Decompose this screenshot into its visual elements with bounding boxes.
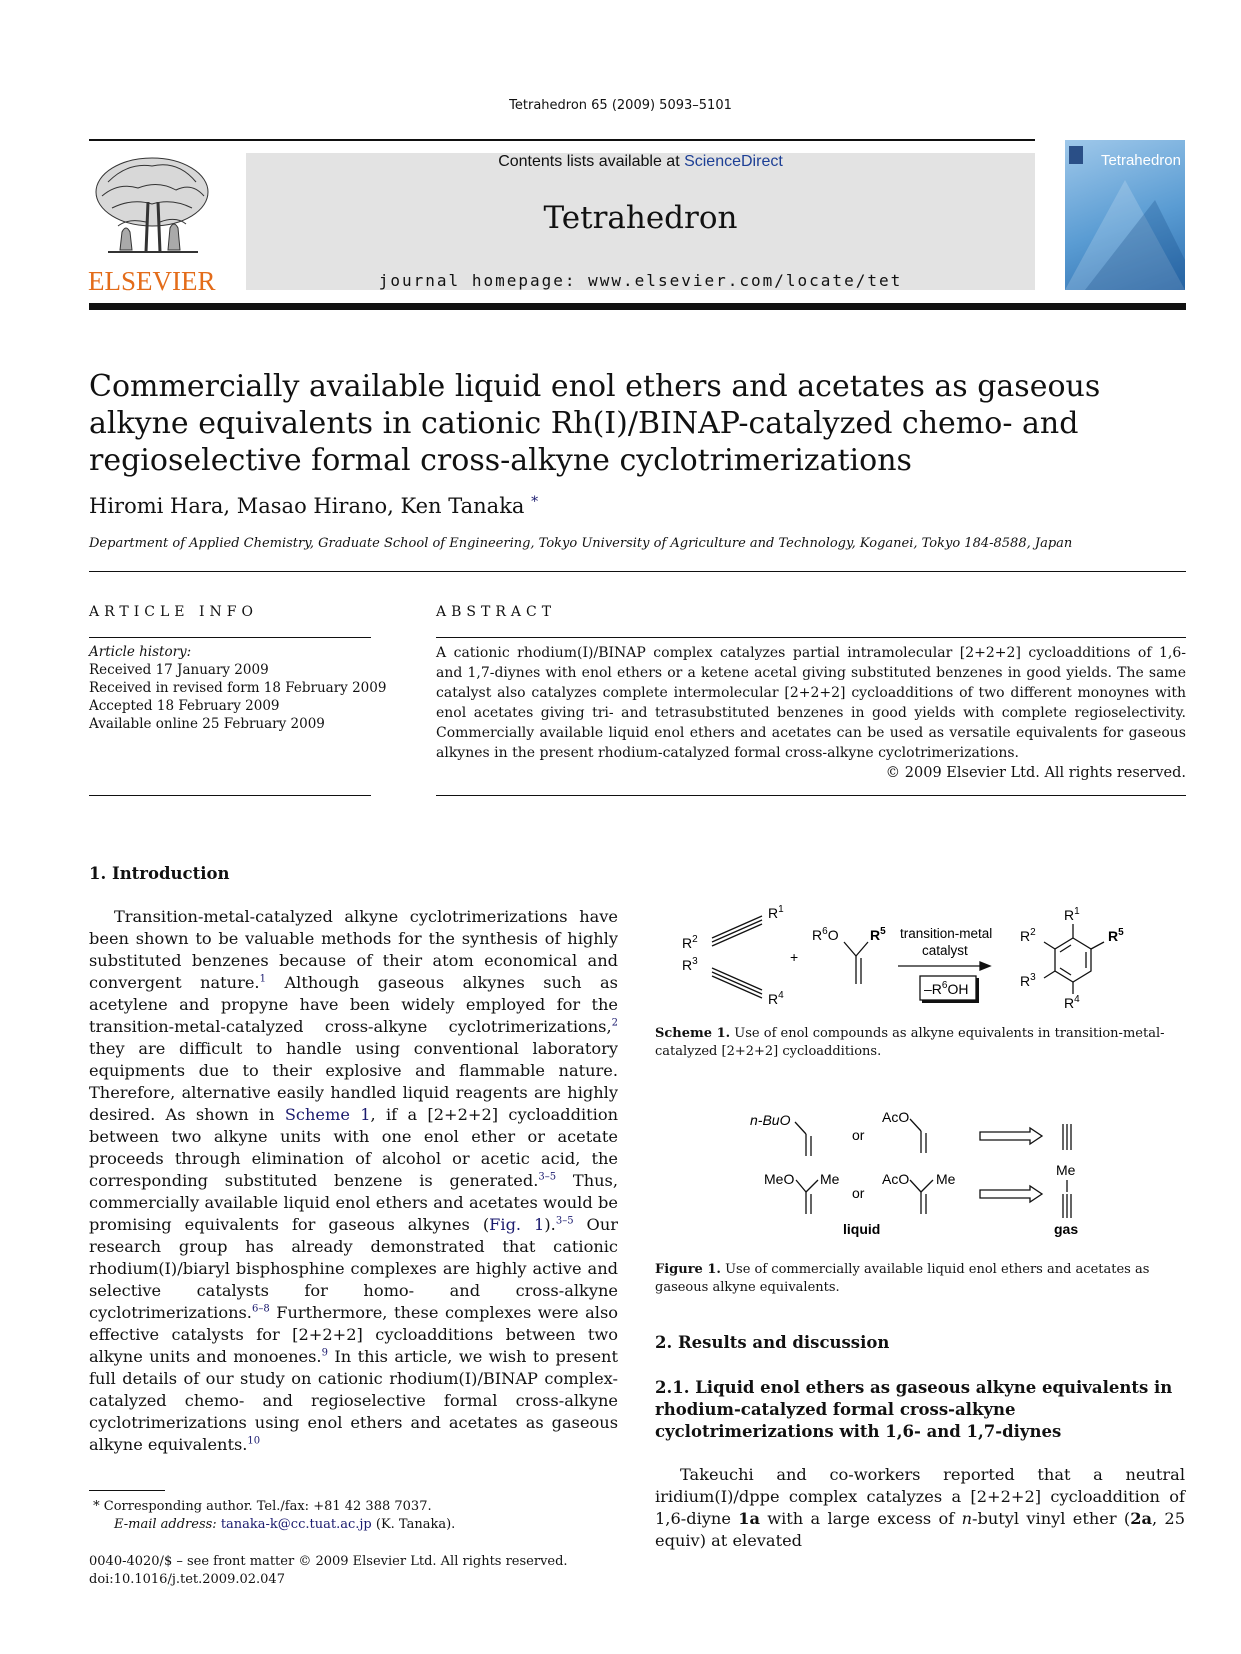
intro-text-span: Our research group has already demonstrated that cationic rhodium(I)/biaryl bisphosphine complexes are highly active and selective catalysts for homo- and cross-alkyne cyclotrimerizations. (89, 1215, 618, 1322)
figure-caption-label: Figure 1. (655, 1262, 721, 1277)
isopropenyl-acetate-bonds (910, 1180, 933, 1214)
header-bottom-rule (89, 303, 1186, 310)
results-text-span: -butyl vinyl ether ( (972, 1509, 1131, 1528)
scheme-caption-label: Scheme 1. (655, 1026, 731, 1041)
label-nbuo: n-BuO (750, 1112, 791, 1128)
history-label: Article history: (89, 644, 192, 660)
compound-label: 1a (738, 1509, 760, 1528)
acetylene-symbol (1063, 1124, 1071, 1150)
footnote-email-line (89, 1516, 455, 1534)
scheme-1-diagram (650, 898, 1185, 1018)
figure-1-link[interactable]: Fig. 1 (489, 1215, 545, 1234)
history-accepted: Accepted 18 February 2009 (89, 698, 280, 714)
contents-prefix: Contents lists available at (498, 153, 685, 170)
results-text-italic: n (961, 1509, 973, 1528)
or-label-2: or (852, 1185, 865, 1201)
alkyne-1 (712, 916, 762, 946)
vinyl-acetate-bonds (910, 1119, 926, 1153)
footnote-rule (89, 1490, 165, 1491)
results-text-span: Takeuchi and co-workers reported that a neutral iridium(I)/dppe complex catalyzes a [2+2+2] cycloaddition of 1,6-diyne (655, 1465, 1185, 1528)
label-me-2: Me (936, 1171, 956, 1187)
scheme-caption-text: Use of enol compounds as alkyne equivalents in transition-metal-catalyzed [2+2+2] cycloadditions. (655, 1026, 1165, 1059)
arrow-label-2: catalyst (922, 943, 968, 958)
label-r1: $R^1$ (768, 904, 784, 921)
figure-1-diagram (740, 1100, 1120, 1250)
article-history (89, 643, 386, 733)
alkyne-2 (712, 968, 762, 998)
header-top-rule (89, 139, 1035, 141)
reference-link[interactable]: 9 (321, 1347, 328, 1359)
arrow-label-1: transition-metal (900, 926, 993, 941)
sciencedirect-link[interactable]: ScienceDirect (684, 153, 783, 170)
or-label-1: or (852, 1127, 865, 1143)
scheme-1-caption (655, 1025, 1185, 1061)
corresponding-author-footnote (89, 1498, 455, 1534)
results-heading: 2. Results and discussion (655, 1333, 890, 1352)
info-bottom-rule (89, 795, 371, 796)
intro-text-span: Furthermore, these complexes were also effective catalysts for [2+2+2] cycloadditions between two alkyne units and monoenes. (89, 1303, 618, 1366)
introduction-paragraph (89, 906, 618, 1456)
equivalence-arrow-1 (980, 1128, 1042, 1144)
journal-name: Tetrahedron (543, 200, 738, 236)
label-r3: $R^3$ (682, 956, 698, 973)
label-r6o: $R^6O$ (812, 926, 839, 943)
label-aco-1: AcO (882, 1109, 910, 1125)
gas-label: gas (1054, 1221, 1079, 1237)
journal-homepage[interactable]: journal homepage: www.elsevier.com/locate/tet (378, 271, 903, 290)
label-meo: MeO (764, 1171, 795, 1187)
plus-sign: + (790, 949, 799, 965)
compound-label: 2a (1130, 1509, 1152, 1528)
results-paragraph (655, 1464, 1185, 1552)
article-title: Commercially available liquid enol ethers and acetates as gaseous alkyne equivalents in cationic Rh(I)/BINAP-catalyzed chemo- and regioselective formal cross-alkyne cyclotrimerizations (89, 369, 1101, 478)
author-affiliation: Department of Applied Chemistry, Graduate School of Engineering, Tokyo University of Agriculture and Technology, Koganei, Tokyo 184-8588, Japan (89, 536, 1073, 551)
vinyl-ether-bonds (795, 1122, 811, 1156)
article-info-heading: ARTICLE INFO (89, 604, 258, 620)
reference-link[interactable]: 10 (247, 1435, 261, 1447)
author-list (89, 494, 538, 518)
abstract-copyright: © 2009 Elsevier Ltd. All rights reserved. (885, 765, 1186, 781)
email-suffix: (K. Tanaka). (371, 1517, 456, 1532)
reference-link[interactable]: 2 (611, 1017, 618, 1029)
front-matter-line: 0040-4020/$ – see front matter © 2009 Elsevier Ltd. All rights reserved. (89, 1554, 568, 1569)
methoxypropene-bonds (796, 1180, 818, 1214)
footnote-mark: * (93, 1499, 100, 1514)
journal-cover-thumbnail[interactable] (1065, 140, 1185, 290)
label-r1-product: $R^1$ (1064, 906, 1080, 923)
footnote-line (89, 1498, 455, 1516)
results-text-span: with a large excess of (759, 1509, 962, 1528)
scheme-1-link[interactable]: Scheme 1 (284, 1105, 371, 1124)
intro-text-span: they are difficult to handle using conventional laboratory equipments due to their explosive and flammable nature. Therefore, alternative easily handled liquid reagents are highly desired. As shown in (89, 1039, 618, 1124)
author-names: Hiromi Hara, Masao Hirano, Ken Tanaka (89, 494, 525, 518)
reference-link[interactable]: 1 (259, 973, 266, 985)
propyne-symbol (1063, 1180, 1071, 1218)
cover-title: Tetrahedron (1100, 152, 1181, 169)
figure-1-caption (655, 1261, 1185, 1297)
author-email-link[interactable]: tanaka-k@cc.tuat.ac.jp (220, 1517, 372, 1532)
elsevier-wordmark[interactable]: ELSEVIER (88, 266, 216, 296)
label-me-1: Me (820, 1171, 840, 1187)
label-aco-2: AcO (882, 1171, 910, 1187)
label-r2-product: $R^2$ (1020, 927, 1036, 944)
introduction-body (89, 906, 618, 1456)
reference-link[interactable]: 6–8 (251, 1303, 270, 1315)
reference-link[interactable]: 3–5 (555, 1215, 574, 1227)
results-subheading: 2.1. Liquid enol ethers as gaseous alkyne equivalents in rhodium-catalyzed formal cross-alkyne cyclotrimerizations with 1,6- and 1,7-diynes (655, 1378, 1173, 1441)
journal-banner (246, 153, 1035, 290)
intro-text-span: , if a [2+2+2] cycloaddition between two alkyne units with one enol ether or acetate proceeds through elimination of alcohol or acetic acid, the corresponding substituted benzene is generated. (89, 1105, 618, 1190)
benzene-ring (1044, 924, 1104, 994)
results-text-span: , 25 equiv) at elevated (655, 1509, 1186, 1550)
journal-citation: Tetrahedron 65 (2009) 5093–5101 (509, 98, 732, 113)
byproduct-label: $-R^6OH$ (924, 980, 969, 997)
label-r2: $R^2$ (682, 934, 698, 951)
history-revised: Received in revised form 18 February 2009 (89, 680, 387, 696)
enol-bonds (844, 942, 868, 984)
footnote-corresponding: Corresponding author. Tel./fax: +81 42 388 7037. (99, 1499, 432, 1514)
doi-link[interactable]: doi:10.1016/j.tet.2009.02.047 (89, 1572, 285, 1587)
figure-caption-text: Use of commercially available liquid enol ethers and acetates as gaseous alkyne equivalents. (655, 1262, 1150, 1295)
contents-line (246, 153, 1035, 171)
label-me-propyne: Me (1056, 1162, 1076, 1178)
results-body (655, 1464, 1185, 1552)
label-r5-enol: $R^5$ (870, 926, 886, 943)
label-r3-product: $R^3$ (1020, 972, 1036, 989)
introduction-heading: 1. Introduction (89, 864, 230, 883)
abstract-heading: ABSTRACT (436, 604, 557, 620)
label-r4-product: $R^4$ (1064, 994, 1080, 1011)
label-r4: $R^4$ (768, 990, 784, 1007)
title-separator-rule (89, 571, 1186, 572)
history-online: Available online 25 February 2009 (89, 716, 325, 732)
liquid-label: liquid (843, 1221, 881, 1237)
abstract-text: A cationic rhodium(I)/BINAP complex catalyzes partial intramolecular [2+2+2] cycloadditions of 1,6- and 1,7-diynes with enol ethers or a ketene acetal giving substituted benzenes in good yields. The same catalyst also catalyzes complete intermolecular [2+2+2] cycloadditions of two different monoynes with enol acetates giving tri- and tetrasubstituted benzenes in good yields with complete regioselectivity. Commercially available liquid enol ethers and acetates can be used as versatile equivalents for gaseous alkynes in the present rhodium-catalyzed formal cross-alkyne cyclotrimerizations. (436, 645, 1186, 761)
elsevier-tree-logo (88, 152, 216, 264)
reaction-arrow (898, 962, 990, 970)
corresponding-author-mark[interactable]: * (531, 494, 539, 510)
info-top-rule (89, 637, 371, 638)
history-received: Received 17 January 2009 (89, 662, 269, 678)
intro-text-span: Transition-metal-catalyzed alkyne cyclotrimerizations have been shown to be valuable methods for the synthesis of highly substituted benzenes because of their atom economical and convergent nature. (89, 907, 618, 992)
reference-link[interactable]: 3–5 (538, 1171, 557, 1183)
intro-text-span: Thus, commercially available liquid enol ethers and acetates would be promising equivalents for gaseous alkynes ( (89, 1171, 618, 1234)
equivalence-arrow-2 (980, 1186, 1042, 1202)
email-label: E-mail address: (114, 1517, 221, 1532)
abstract-top-rule (436, 637, 1186, 638)
front-matter (89, 1553, 568, 1589)
label-r5-product: $R^5$ (1108, 927, 1124, 944)
intro-text-span: Although gaseous alkynes such as acetylene and propyne have been widely employed for the transition-metal-catalyzed cross-alkyne cyclotrimerizations, (89, 973, 618, 1036)
intro-text-span: In this article, we wish to present full details of our study on cationic rhodium(I)/BINAP complex-catalyzed chemo- and regioselective formal cross-alkyne cyclotrimerizations using enol ethers and acetates as gaseous alkyne equivalents. (89, 1347, 618, 1454)
abstract-bottom-rule (436, 795, 1186, 796)
intro-text-span: ). (544, 1215, 556, 1234)
